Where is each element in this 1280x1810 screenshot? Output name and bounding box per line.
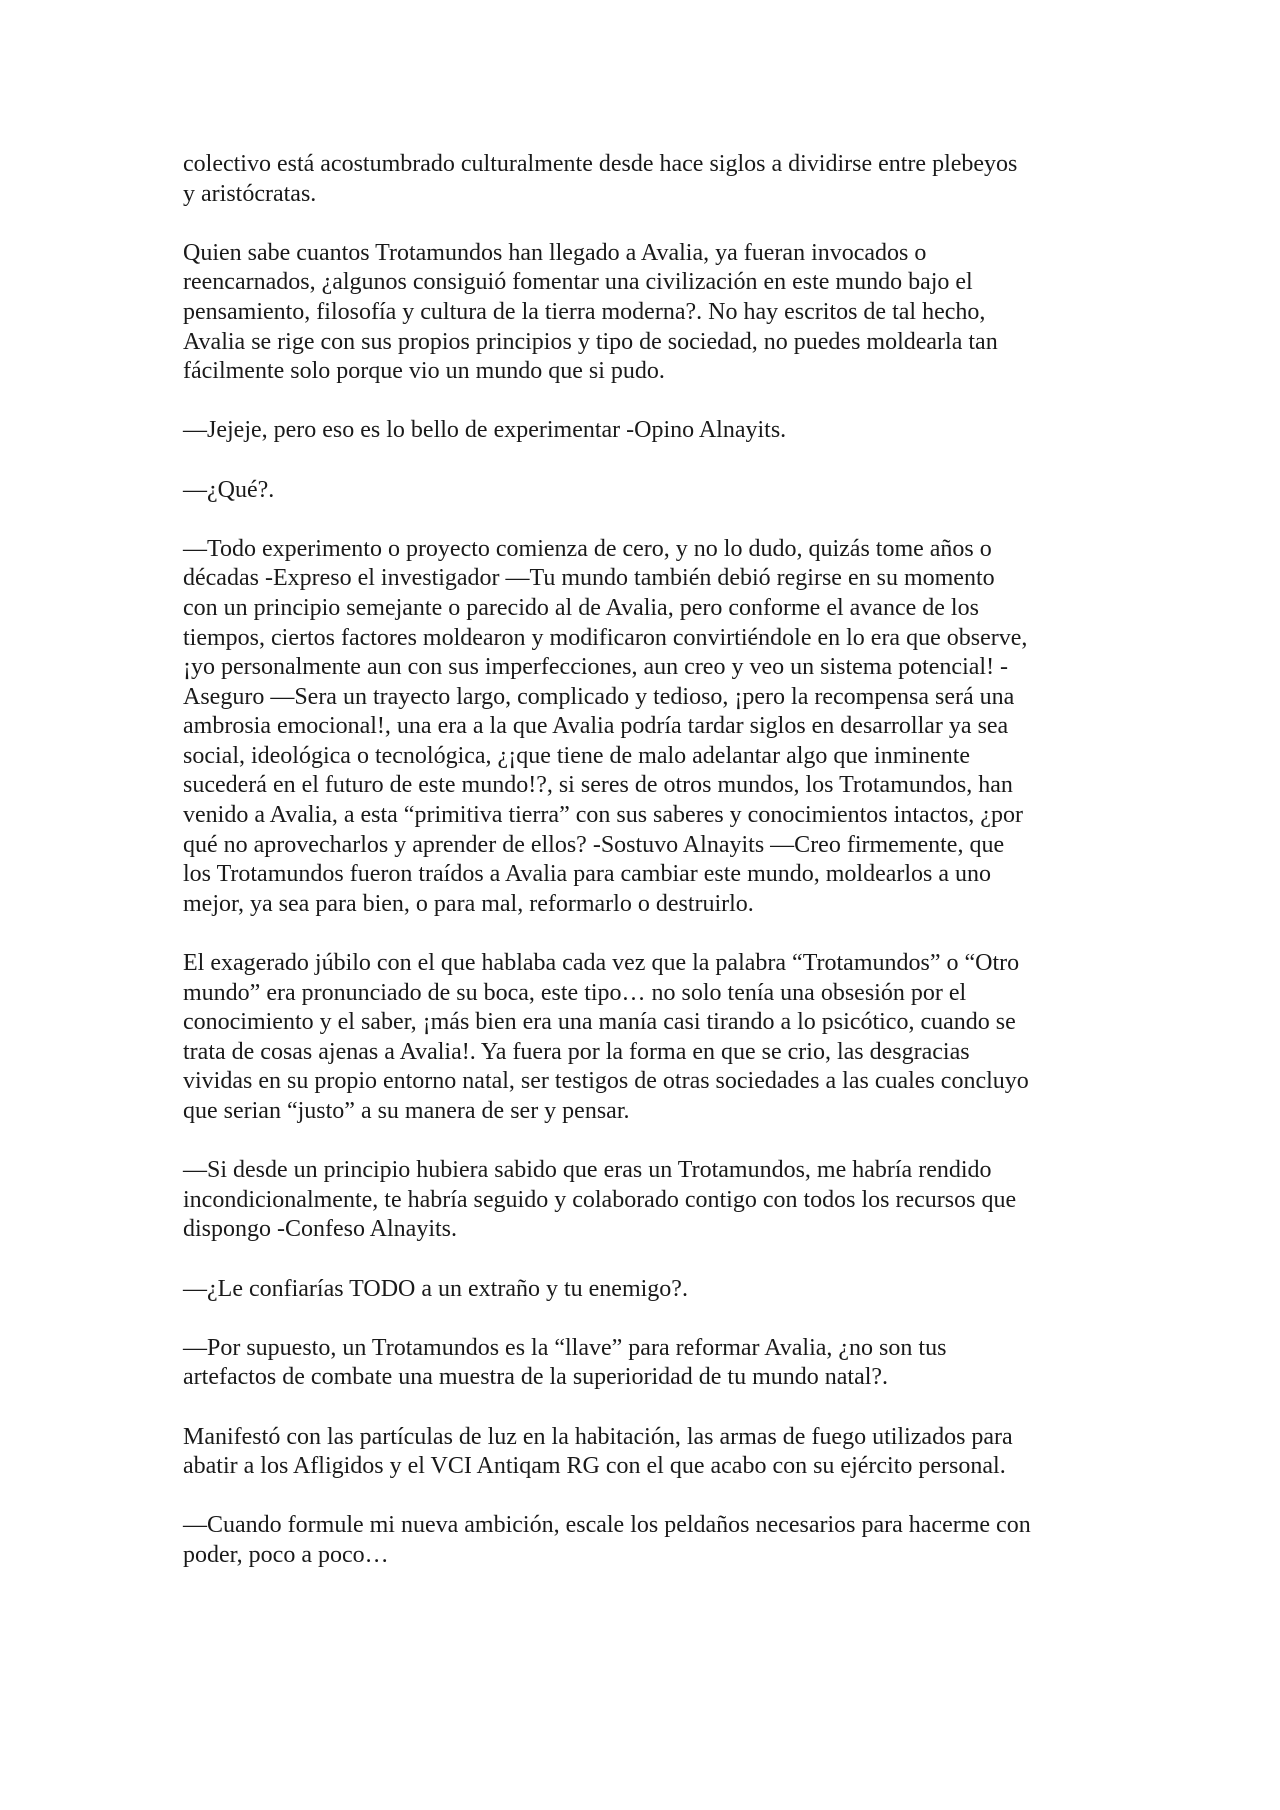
paragraph-4: —¿Qué?. xyxy=(183,476,275,503)
paragraph-5: —Todo experimento o proyecto comienza de cero, y no lo dudo, quizás tome años o décadas -Expreso el investigador —Tu mundo también debió regirse en su momento con un principio semejante o parecido al de Avalia, pero conforme el avance de los tiempos, ciertos factores moldearon y modificaron convirtiéndole en lo era que observe, ¡yo personalmente aun con sus imperfecciones, aun creo y veo un sistema potencial! - Aseguro —Sera un trayecto largo, complicado y tedioso, ¡pero la recompensa será una ambrosia emocional!, una era a la que Avalia podría tardar siglos en desarrollar ya sea social, ideológica o tecnológica, ¿¡que tiene de malo adelantar algo que inminente sucederá en el futuro de este mundo!?, si seres de otros mundos, los Trotamundos, han venido a Avalia, a esta “primitiva tierra” con sus saberes y conocimientos intactos, ¿por qué no aprovecharlos y aprender de ellos? -Sostuvo Alnayits —Creo firmemente, que los Trotamundos fueron traídos a Avalia para cambiar este mundo, moldearlos a uno mejor, ya sea para bien, o para mal, reformarlo o destruirlo. xyxy=(183,535,1028,917)
paragraph-8: —¿Le confiarías TODO a un extraño y tu enemigo?. xyxy=(183,1275,688,1302)
paragraph-3: —Jejeje, pero eso es lo bello de experimentar -Opino Alnayits. xyxy=(183,417,787,444)
paragraph-11: —Cuando formule mi nueva ambición, escale los peldaños necesarios para hacerme con poder, poco a poco… xyxy=(183,1512,1031,1568)
document-body xyxy=(183,150,1103,1600)
paragraph-2: Quien sabe cuantos Trotamundos han llegado a Avalia, ya fueran invocados o reencarnados, ¿algunos consiguió fomentar una civilización en este mundo bajo el pensamiento, filosofía y cultura de la tierra moderna?. No hay escritos de tal hecho, Avalia se rige con sus propios principios y tipo de sociedad, no puedes moldearla tan fácilmente solo porque vio un mundo que si pudo. xyxy=(183,239,998,385)
paragraph-1: colectivo está acostumbrado culturalmente desde hace siglos a dividirse entre plebeyos y aristócratas. xyxy=(183,151,1018,207)
paragraph-9: —Por supuesto, un Trotamundos es la “llave” para reformar Avalia, ¿no son tus artefactos de combate una muestra de la superioridad de tu mundo natal?. xyxy=(183,1334,947,1391)
paragraph-7: —Si desde un principio hubiera sabido que eras un Trotamundos, me habría rendido incondicionalmente, te habría seguido y colaborado contigo con todos los recursos que dispongo -Confeso Alnayits. xyxy=(183,1157,1017,1243)
paragraph-6: El exagerado júbilo con el que hablaba cada vez que la palabra “Trotamundos” o “Otro mundo” era pronunciado de su boca, este tipo… no solo tenía una obsesión por el conocimiento y el saber, ¡más bien era una manía casi tirando a lo psicótico, cuando se trata de cosas ajenas a Avalia!. Ya fuera por la forma en que se crio, las desgracias vividas en su propio entorno natal, ser testigos de otras sociedades a las cuales concluyo que serian “justo” a su manera de ser y pensar. xyxy=(183,950,1029,1124)
paragraph-10: Manifestó con las partículas de luz en la habitación, las armas de fuego utilizados para abatir a los Afligidos y el VCI Antiqam RG con el que acabo con su ejército personal. xyxy=(183,1423,1013,1480)
